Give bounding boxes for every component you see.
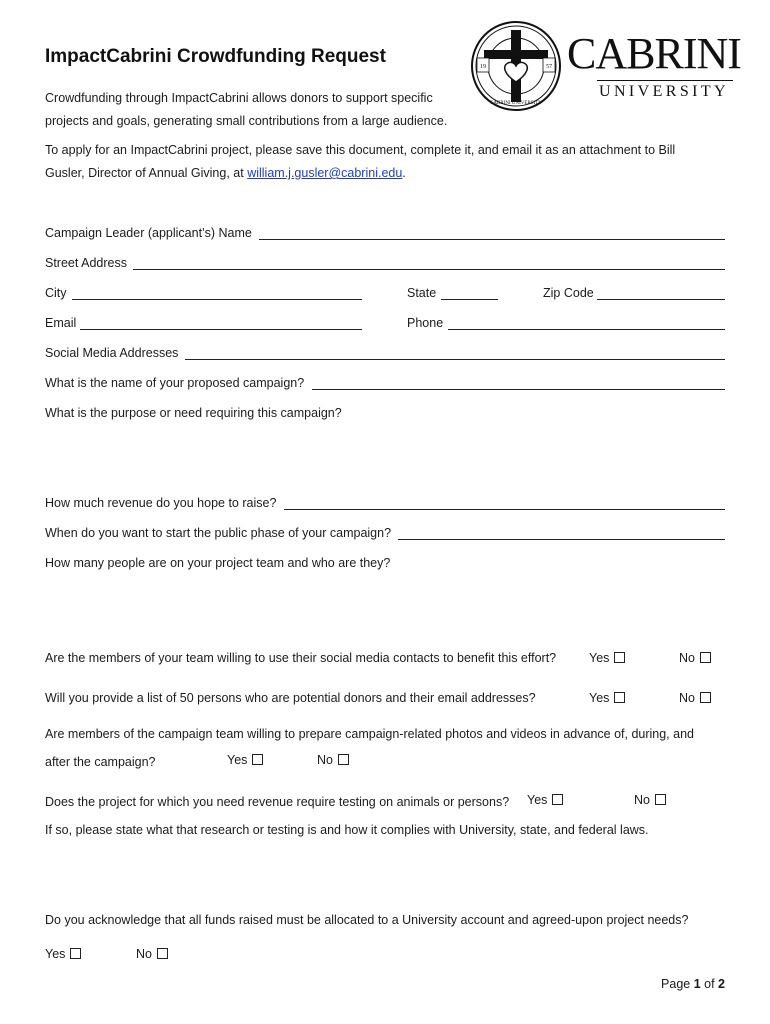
university-seal-logo — [470, 20, 562, 112]
page-total: 2 — [718, 977, 725, 991]
brand-sub: UNIVERSITY — [599, 83, 729, 100]
university-wordmark — [567, 29, 741, 100]
start-field[interactable] — [398, 526, 725, 540]
page-number — [661, 977, 725, 991]
instructions-line-2 — [45, 166, 406, 180]
q3-no-checkbox[interactable] — [338, 754, 349, 765]
brand-name: CABRINI — [567, 29, 741, 78]
q4-followup-answer-area[interactable] — [45, 842, 725, 908]
q2-no[interactable] — [679, 691, 711, 705]
street-field[interactable] — [133, 256, 725, 270]
q2-yes-checkbox[interactable] — [614, 692, 625, 703]
purpose-answer-area[interactable] — [45, 424, 725, 490]
campaign-name-label: What is the name of your proposed campaign? — [45, 376, 305, 390]
email-link[interactable]: william.j.gusler@cabrini.edu — [247, 166, 403, 180]
email-label: Email — [45, 316, 77, 330]
q5-yes[interactable] — [45, 947, 81, 961]
brand-rule — [597, 80, 733, 81]
zip-field[interactable] — [597, 286, 725, 300]
leader-name-field[interactable] — [259, 226, 725, 240]
q3-yes-checkbox[interactable] — [252, 754, 263, 765]
page-prefix: Page — [661, 977, 694, 991]
q4-text: Does the project for which you need revenue require testing on animals or persons? — [45, 795, 510, 809]
q3-no[interactable] — [317, 753, 349, 767]
phone-field[interactable] — [448, 316, 725, 330]
q2-text: Will you provide a list of 50 persons who are potential donors and their email addresses? — [45, 691, 536, 705]
social-field[interactable] — [185, 346, 725, 360]
purpose-label: What is the purpose or need requiring this campaign? — [45, 406, 342, 420]
q5-no-label: No — [136, 947, 152, 961]
q5-yes-label: Yes — [45, 947, 66, 961]
state-field[interactable] — [441, 286, 498, 300]
team-answer-area[interactable] — [45, 574, 725, 644]
q1-text: Are the members of your team willing to use their social media contacts to benefit this effort? — [45, 651, 557, 665]
q1-yes[interactable] — [589, 651, 625, 665]
q1-no[interactable] — [679, 651, 711, 665]
q5-no[interactable] — [136, 947, 168, 961]
revenue-label: How much revenue do you hope to raise? — [45, 496, 277, 510]
page-of: of — [700, 977, 719, 991]
q4-yes-checkbox[interactable] — [552, 794, 563, 805]
social-label: Social Media Addresses — [45, 346, 179, 360]
instructions-prefix: Gusler, Director of Annual Giving, at — [45, 166, 248, 180]
zip-label: Zip Code — [543, 286, 594, 300]
q4-no-checkbox[interactable] — [655, 794, 666, 805]
q3-text-line-1: Are members of the campaign team willing to prepare campaign-related photos and videos in advance of, during, and — [45, 727, 694, 741]
q5-yes-checkbox[interactable] — [70, 948, 81, 959]
city-label: City — [45, 286, 67, 300]
q2-no-label: No — [679, 691, 695, 705]
q4-followup: If so, please state what that research or testing is and how it complies with University, state, and federal laws. — [45, 823, 649, 837]
q1-no-checkbox[interactable] — [700, 652, 711, 663]
q4-yes[interactable] — [527, 793, 563, 807]
team-label: How many people are on your project team and who are they? — [45, 556, 391, 570]
q1-yes-checkbox[interactable] — [614, 652, 625, 663]
q2-no-checkbox[interactable] — [700, 692, 711, 703]
instructions-line-1: To apply for an ImpactCabrini project, please save this document, complete it, and email it as an attachment to Bill — [45, 143, 676, 157]
city-field[interactable] — [72, 286, 362, 300]
state-label: State — [407, 286, 437, 300]
page-title: ImpactCabrini Crowdfunding Request — [45, 46, 386, 67]
q2-yes-label: Yes — [589, 691, 610, 705]
instructions-suffix: . — [402, 166, 406, 180]
q3-text-line-2: after the campaign? — [45, 755, 156, 769]
start-label: When do you want to start the public phase of your campaign? — [45, 526, 392, 540]
revenue-field[interactable] — [284, 496, 725, 510]
page-current: 1 — [693, 977, 701, 991]
leader-name-label: Campaign Leader (applicant’s) Name — [45, 226, 252, 240]
q5-text: Do you acknowledge that all funds raised must be allocated to a University account and agreed-upon project needs? — [45, 913, 689, 927]
intro-line-2: projects and goals, generating small contributions from a large audience. — [45, 114, 448, 128]
street-label: Street Address — [45, 256, 127, 270]
seal-year-left: 19 — [480, 64, 486, 70]
seal-text: CABRINI UNIVERSITY — [490, 101, 542, 106]
phone-label: Phone — [407, 316, 444, 330]
email-field[interactable] — [80, 316, 362, 330]
q4-yes-label: Yes — [527, 793, 548, 807]
campaign-name-field[interactable] — [312, 376, 725, 390]
q2-yes[interactable] — [589, 691, 625, 705]
q4-no-label: No — [634, 793, 650, 807]
q3-yes[interactable] — [227, 753, 263, 767]
q1-no-label: No — [679, 651, 695, 665]
q3-no-label: No — [317, 753, 333, 767]
q5-no-checkbox[interactable] — [157, 948, 168, 959]
intro-line-1: Crowdfunding through ImpactCabrini allows donors to support specific — [45, 91, 433, 105]
q3-yes-label: Yes — [227, 753, 248, 767]
q4-no[interactable] — [634, 793, 666, 807]
q1-yes-label: Yes — [589, 651, 610, 665]
seal-year-right: 57 — [546, 64, 552, 70]
